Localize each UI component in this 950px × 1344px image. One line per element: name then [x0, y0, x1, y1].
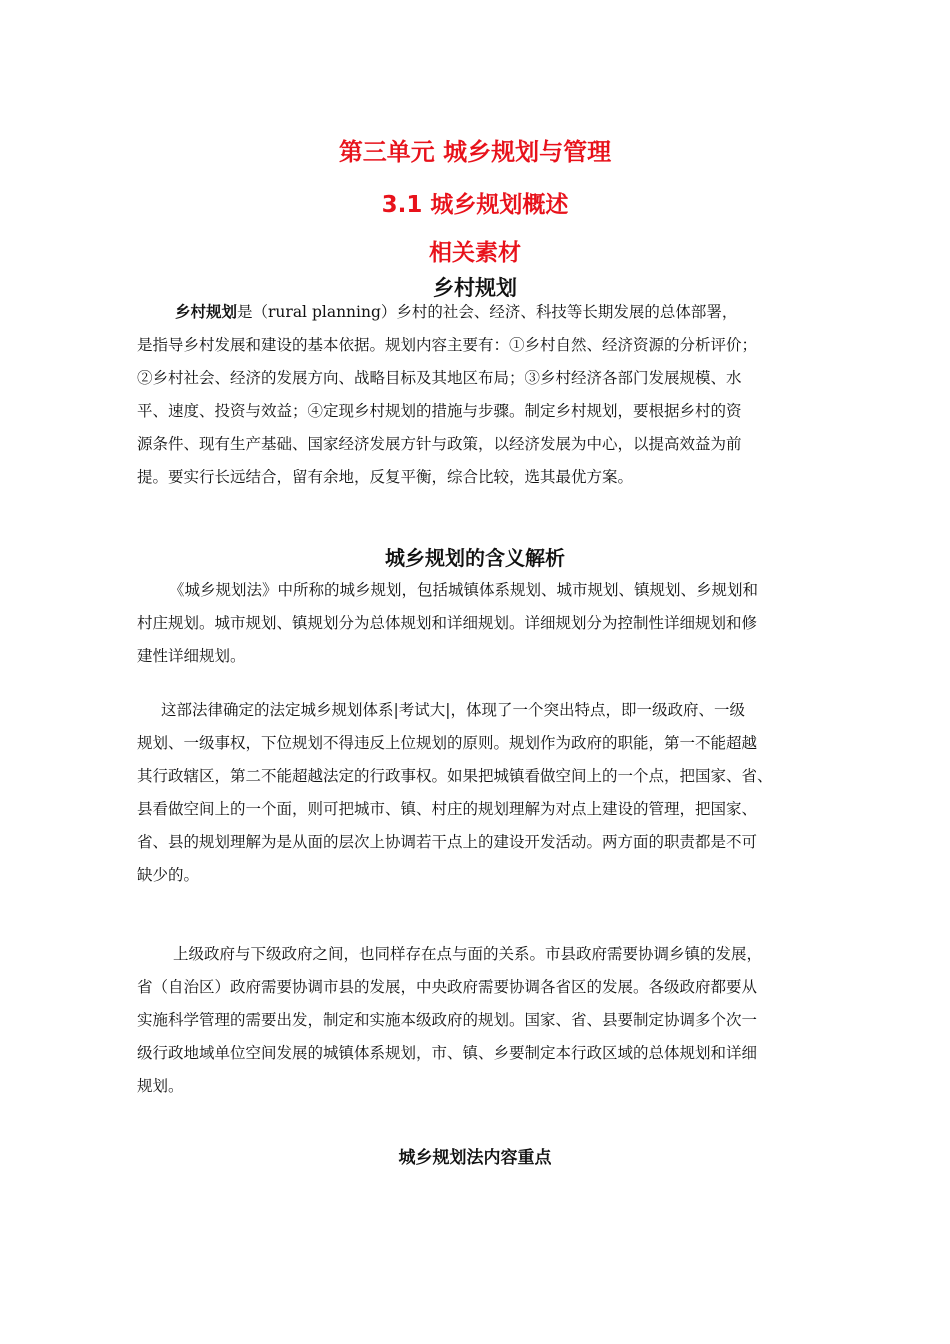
paragraph-line: 是指导乡村发展和建设的基本依据。规划内容主要有：①乡村自然、经济资源的分析评价； — [137, 336, 758, 354]
rural-planning-paragraph — [137, 296, 827, 494]
paragraph-line: 规划。 — [137, 1077, 184, 1095]
paragraph-line: 源条件、现有生产基础、国家经济发展方针与政策，以经济发展为中心，以提高效益为前 — [137, 435, 742, 453]
section-title: 3.1 城乡规划概述 — [381, 192, 569, 218]
paragraph-line: 省（自治区）政府需要协调市县的发展，中央政府需要协调各省区的发展。各级政府都要从 — [137, 978, 758, 996]
paragraph-line: 规划、一级事权，下位规划不得违反上位规划的原则。规划作为政府的职能，第一不能超越 — [137, 734, 758, 752]
paragraph-line: ②乡村社会、经济的发展方向、战略目标及其地区布局；③乡村经济各部门发展规模、水 — [137, 369, 742, 387]
paragraph-line: 级行政地域单位空间发展的城镇体系规划，市、镇、乡要制定本行政区域的总体规划和详细 — [137, 1044, 758, 1062]
paragraph-line: 村庄规划。城市规划、镇规划分为总体规划和详细规划。详细规划分为控制性详细规划和修 — [137, 614, 758, 632]
unit-title: 第三单元 城乡规划与管理 — [338, 138, 612, 166]
meaning-paragraph-2 — [137, 694, 827, 892]
paragraph-line: 其行政辖区，第二不能超越法定的行政事权。如果把城镇看做空间上的一个点，把国家、省、 — [137, 767, 773, 785]
paragraph-line: 平、速度、投资与效益；④定现乡村规划的措施与步骤。制定乡村规划，要根据乡村的资 — [137, 402, 742, 420]
rural-planning-term: 乡村规划 — [175, 303, 238, 321]
meaning-paragraph-1 — [137, 574, 827, 673]
paragraph-line: 乡村规划是（rural planning）乡村的社会、经济、科技等长期发展的总体部署， — [175, 303, 738, 321]
meaning-heading: 城乡规划的含义解析 — [385, 546, 565, 570]
law-key-points-heading: 城乡规划法内容重点 — [398, 1148, 552, 1168]
paragraph-line: 上级政府与下级政府之间，也同样存在点与面的关系。市县政府需要协调乡镇的发展， — [173, 945, 763, 963]
paragraph-line: 这部法律确定的法定城乡规划体系|考试大|，体现了一个突出特点，即一级政府、一级 — [161, 701, 745, 719]
paragraph-line: 县看做空间上的一个面，则可把城市、镇、村庄的规划理解为对点上建设的管理，把国家、 — [137, 800, 758, 818]
meaning-paragraph-3 — [137, 938, 827, 1103]
paragraph-line: 省、县的规划理解为是从面的层次上协调若干点上的建设开发活动。两方面的职责都是不可 — [137, 833, 758, 851]
paragraph-line: 实施科学管理的需要出发，制定和实施本级政府的规划。国家、省、县要制定协调多个次一 — [137, 1011, 758, 1029]
paragraph-line: 《城乡规划法》中所称的城乡规划，包括城镇体系规划、城市规划、镇规划、乡规划和 — [169, 581, 759, 599]
rural-planning-heading: 乡村规划 — [433, 276, 517, 300]
material-title: 相关素材 — [429, 240, 521, 266]
paragraph-line: 建性详细规划。 — [137, 647, 246, 665]
paragraph-line: 提。要实行长远结合，留有余地，反复平衡，综合比较，选其最优方案。 — [137, 468, 634, 486]
paragraph-line: 缺少的。 — [137, 866, 200, 884]
